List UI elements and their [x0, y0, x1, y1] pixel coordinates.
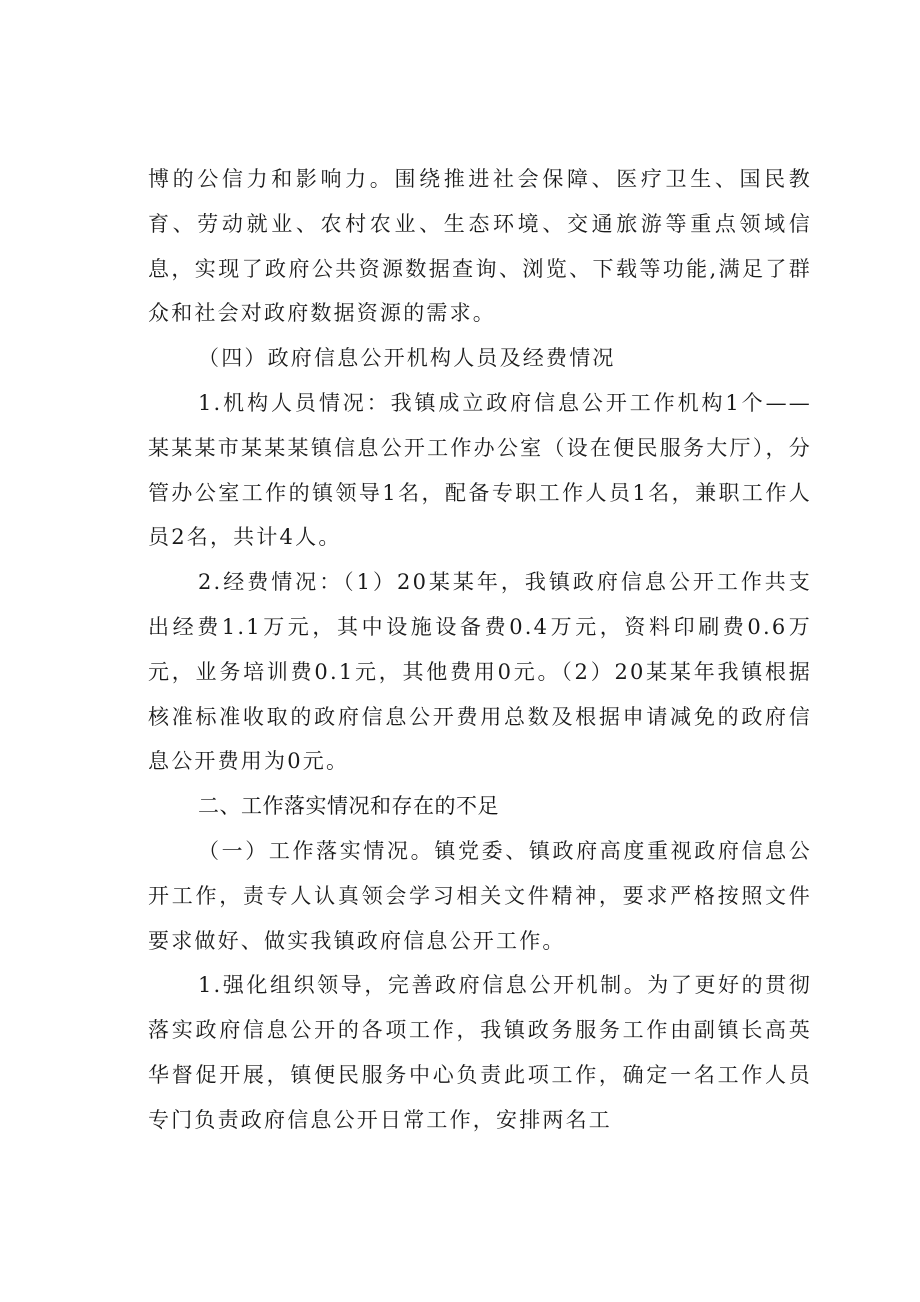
- subheading-section-four: （四）政府信息公开机构人员及经费情况: [198, 346, 616, 371]
- paragraph-staffing: 1.机构人员情况：我镇成立政府信息公开工作机构1个——某某某市某某某镇信息公开工作办公室（设在便民服务大厅），分管办公室工作的镇领导1名，配备专职工作人员1名，兼职工作人员2名，共计4人。: [148, 390, 812, 550]
- paragraph-organization: 1.强化组织领导，完善政府信息公开机制。为了更好的贯彻落实政府信息公开的各项工作，我镇政务服务工作由副镇长高英华督促开展，镇便民服务中心负责此项工作，确定一名工作人员专门负责政府信息公开日常工作，安排两名工: [148, 973, 812, 1132]
- paragraph-funding: 2.经费情况：（1）20某某年，我镇政府信息公开工作共支出经费1.1万元，其中设施设备费0.4万元，资料印刷费0.6万元，业务培训费0.1元，其他费用0元。（2）20某某年我镇根据核准标准收取的政府信息公开费用总数及根据申请减免的政府信息公开费用为0元。: [148, 570, 812, 774]
- document-body: [148, 157, 812, 1143]
- paragraph-implementation: （一）工作落实情况。镇党委、镇政府高度重视政府信息公开工作，责专人认真领会学习相关文件精神，要求严格按照文件要求做好、做实我镇政府信息公开工作。: [148, 838, 812, 953]
- section-heading-two: 二、工作落实情况和存在的不足: [198, 794, 499, 819]
- paragraph-continuation: 博的公信力和影响力。围绕推进社会保障、医疗卫生、国民教育、劳动就业、农村农业、生态环境、交通旅游等重点领域信息，实现了政府公共资源数据查询、浏览、下载等功能,满足了群众和社会对政府数据资源的需求。: [148, 167, 812, 326]
